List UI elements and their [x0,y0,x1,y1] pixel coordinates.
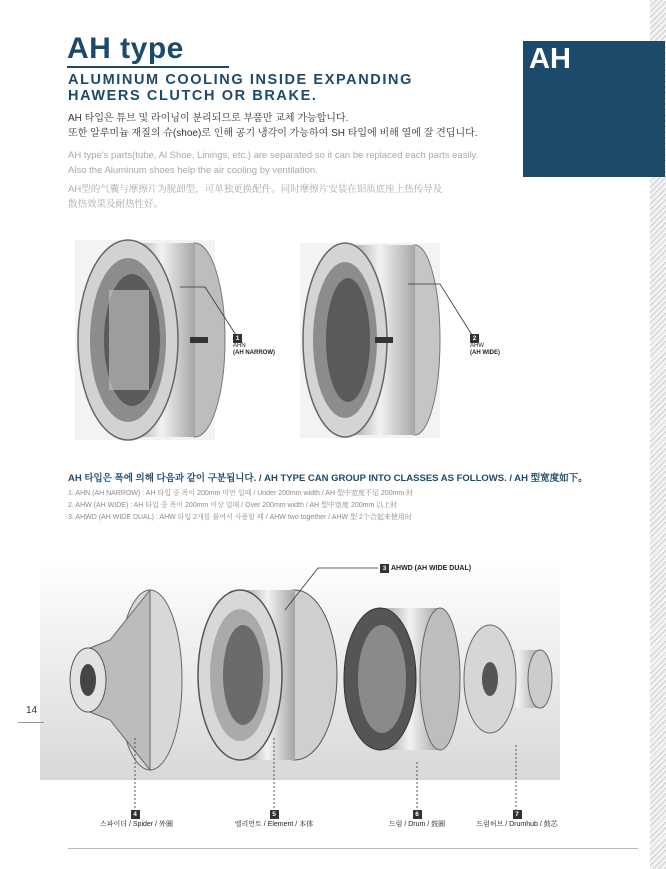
intro-english: AH type's parts(tube, Al Shoe, Linings, etc.) are separated so it can be replaced each parts easily. Also the Aluminum shoes help the air cooling by ventilation. [68,150,479,176]
part-label-element: 5 엘리먼트 / Element / 本体 [234,811,314,828]
ahn-clutch-image [75,240,225,440]
part-label-spider: 4 스파이더 / Spider / 外圈 [100,811,173,828]
page-number: 14 [26,705,38,716]
list-item: 3. AHWD (AH WIDE DUAL) : AHW 타입 2개를 붙여서 사용할 때 / AHW two together / AHW 型 2个合起来使用时 [68,514,412,521]
part-label-drumhub: 7 드럼허브 / Drumhub / 鼓芯 [476,811,558,828]
page-number-rule [18,722,44,723]
figure-label-ahn: 1 AHN (AH NARROW) [233,335,275,356]
page-subtitle: ALUMINUM COOLING INSIDE EXPANDING HAWERS CLUTCH OR BRAKE. [68,72,413,104]
classes-list [68,488,413,524]
part-label-drum: 6 드럼 / Drum / 鼓圈 [388,811,446,828]
section-tab-code: AH [529,43,571,75]
intro-chinese: AH型的气囊与摩擦片为脱卸型，可单独更换配件。同时摩擦片安装在铝质底座上热传导及 散热效果及耐热性好。 [68,184,443,210]
callout-ahwd: 3 AHWD (AH WIDE DUAL) [380,564,471,573]
intro-korean: AH 타입은 튜브 및 라이닝이 분리되므로 부품만 교체 가능합니다. 또한 알루미늄 재질의 슈(shoe)로 인해 공기 냉각이 가능하여 SH 타입에 비해 열에 잘 견딥니다. [68,113,478,139]
footer-rule [68,848,638,849]
page-title: AH type [67,32,184,65]
list-item: 1. AHN (AH NARROW) : AH 타입 중 폭이 200mm 미만 일때 / Under 200mm width / AH 型中宽度不足 200mm 时 [68,490,414,497]
classes-title: AH 타입은 폭에 의해 다음과 같이 구분됩니다. / AH TYPE CAN GROUP INTO CLASSES AS FOLLOWS. / AH 型宽度如下。 [68,473,588,484]
figure-label-ahw: 2 AHW (AH WIDE) [470,335,500,356]
list-item: 2. AHW (AH WIDE) : AH 타입 중 폭이 200mm 이상 일때 / Over 200mm width / AH 型中宽度 200mm 以上时 [68,502,398,509]
exploded-assembly-image [40,560,560,780]
ahw-clutch-image [300,243,440,438]
